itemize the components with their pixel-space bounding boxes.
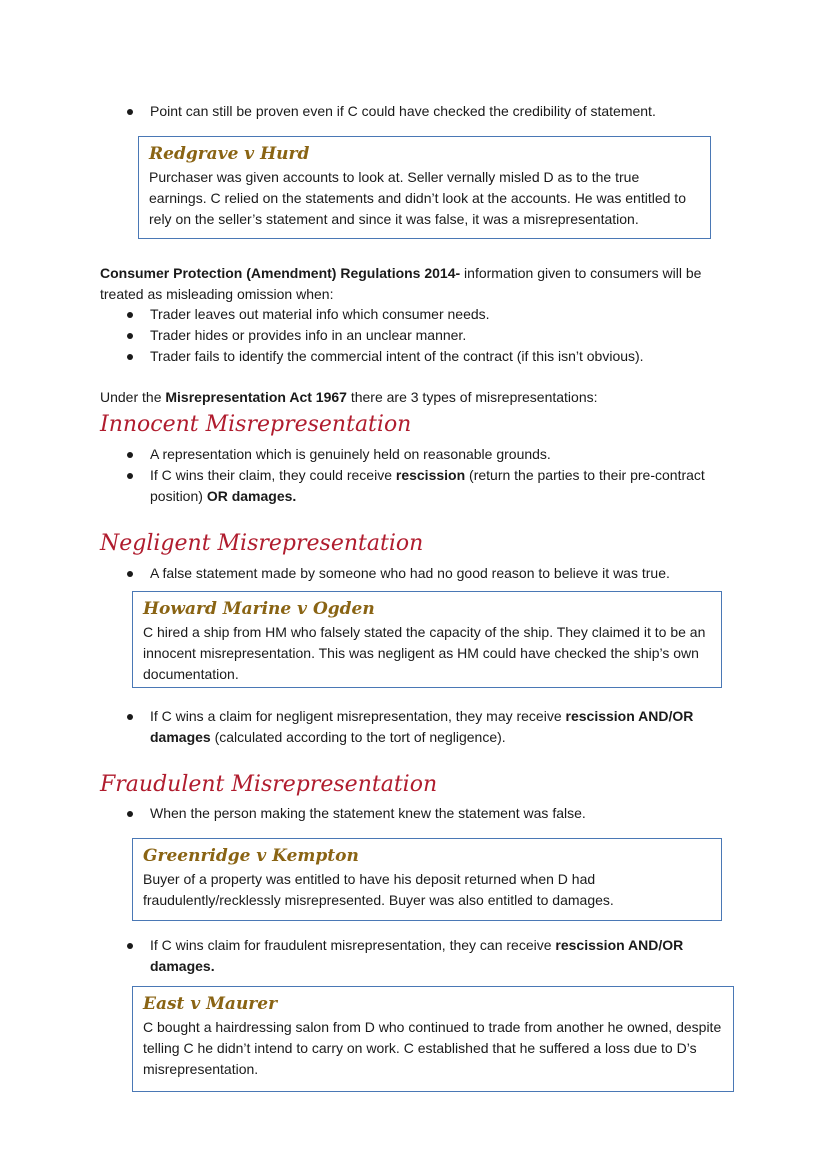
list-item: Trader hides or provides info in an unclear manner. xyxy=(100,325,740,346)
mra-text-pre: Under the xyxy=(100,389,166,405)
case-body: Purchaser was given accounts to look at. Seller vernally misled D as to the true earnings. C relied on the statements and didn’t look at the accounts. He was entitled to rely on the seller’s statement and since it was false, it was a misrepresentation. xyxy=(149,169,686,227)
cpr-bullet-list xyxy=(100,304,740,367)
mra-paragraph xyxy=(100,387,740,408)
list-item xyxy=(100,935,735,977)
heading-innocent: Innocent Misrepresentation xyxy=(100,412,412,437)
bullet-text: (return the parties to their pre-contract position) xyxy=(150,467,705,504)
case-body: C hired a ship from HM who falsely stated the capacity of the ship. They claimed it to be an innocent misrepresentation. This was negligent as HM could have checked the ship’s own documentation. xyxy=(143,624,706,682)
case-box-east xyxy=(132,986,734,1092)
bullet-text: If C wins claim for fraudulent misrepresentation, they can receive xyxy=(150,937,556,953)
list-item: A false statement made by someone who had no good reason to believe it was true. xyxy=(100,563,740,584)
cpr-text: information given to consumers will be treated as misleading omission when: xyxy=(100,265,702,302)
bullet-bold: rescission AND/OR damages. xyxy=(150,937,684,974)
bullet-bold: rescission xyxy=(395,467,466,483)
innocent-bullet-list xyxy=(100,444,710,507)
bullet-bold: rescission AND/OR damages xyxy=(150,708,694,745)
list-item: Trader fails to identify the commercial intent of the contract (if this isn’t obvious). xyxy=(100,346,740,367)
mra-text-post: there are 3 types of misrepresentations: xyxy=(346,389,598,405)
list-item xyxy=(100,706,700,748)
case-title: Greenridge v Kempton xyxy=(143,846,359,866)
bullet-text: If C wins a claim for negligent misrepresentation, they may receive xyxy=(150,708,566,724)
case-body: C bought a hairdressing salon from D who continued to trade from another he owned, despite telling C he didn’t intend to carry on work. C established that he suffered a loss due to D’s misrepresentation. xyxy=(143,1019,722,1077)
negligent-bullet-list-2 xyxy=(100,706,700,748)
heading-negligent: Negligent Misrepresentation xyxy=(100,531,424,556)
case-box-howard xyxy=(132,591,722,688)
case-body: Buyer of a property was entitled to have his deposit returned when D had fraudulently/recklessly misrepresented. Buyer was also entitled to damages. xyxy=(143,871,614,908)
case-title: East v Maurer xyxy=(143,994,278,1014)
heading-fraudulent: Fraudulent Misrepresentation xyxy=(100,772,438,797)
case-title: Howard Marine v Ogden xyxy=(143,599,375,619)
list-item: Trader leaves out material info which consumer needs. xyxy=(100,304,740,325)
bullet-text: If C wins their claim, they could receive xyxy=(150,467,396,483)
list-item: A representation which is genuinely held on reasonable grounds. xyxy=(100,444,710,465)
cpr-paragraph xyxy=(100,263,730,305)
bullet-text: (calculated according to the tort of negligence). xyxy=(210,729,506,745)
mra-title: Misrepresentation Act 1967 xyxy=(165,389,347,405)
case-box-greenridge xyxy=(132,838,722,921)
case-title: Redgrave v Hurd xyxy=(149,144,310,164)
fraudulent-bullet-list-2 xyxy=(100,935,735,977)
list-item xyxy=(100,465,710,507)
list-item: Point can still be proven even if C could have checked the credibility of statement. xyxy=(100,101,740,122)
bullet-bold: OR damages. xyxy=(206,488,297,504)
negligent-bullet-list-1 xyxy=(100,563,740,584)
fraudulent-bullet-list-1 xyxy=(100,803,740,824)
list-item: When the person making the statement knew the statement was false. xyxy=(100,803,740,824)
top-bullet-list xyxy=(100,101,740,122)
cpr-title: Consumer Protection (Amendment) Regulations 2014- xyxy=(100,265,461,281)
case-box-redgrave xyxy=(138,136,711,239)
